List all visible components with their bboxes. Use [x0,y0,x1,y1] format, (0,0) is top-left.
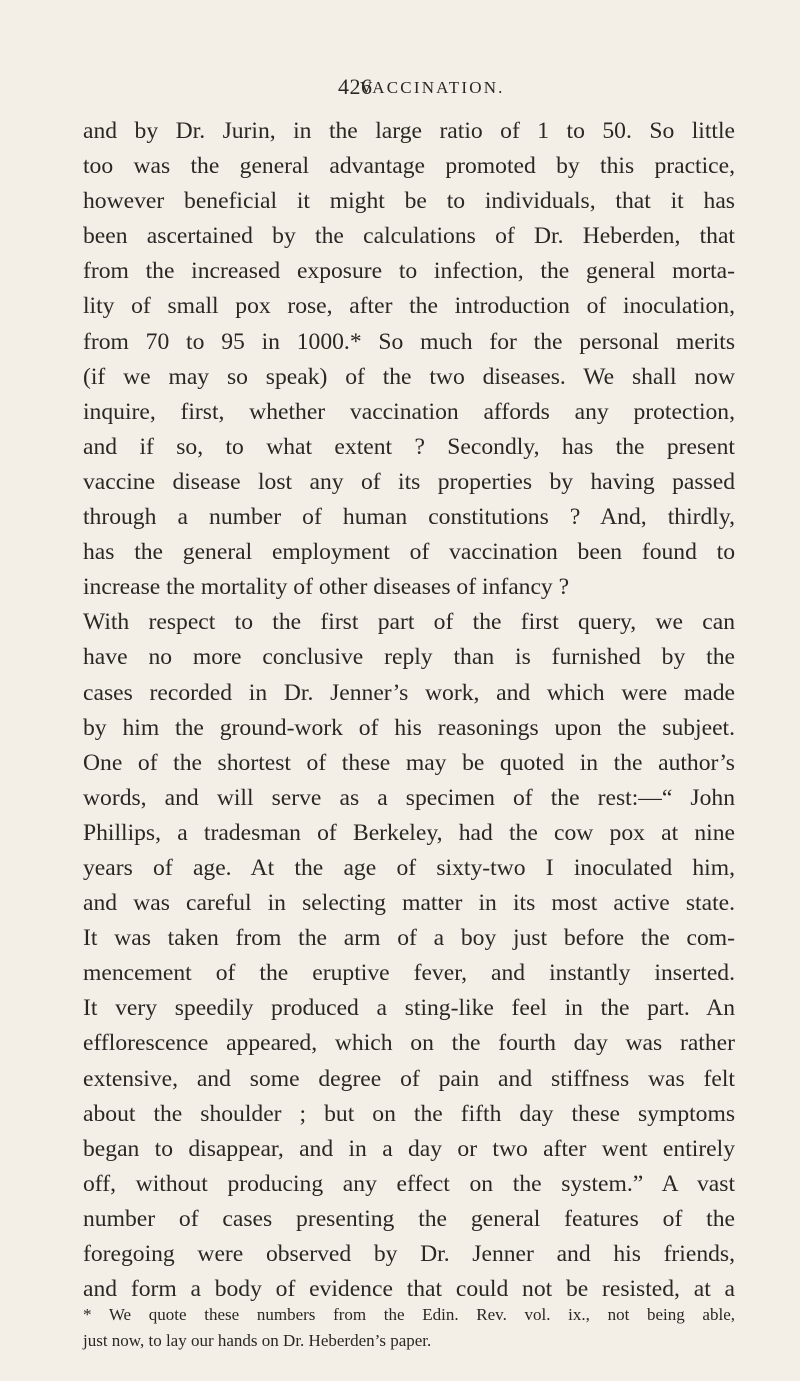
text-line: been ascertained by the calculations of Dr. Heberden, that [83,223,735,250]
text-line: and if so, to what extent ? Secondly, has the present [83,433,735,460]
text-line: cases recorded in Dr. Jenner’s work, and which were made [83,679,735,706]
text-line: One of the shortest of these may be quoted in the author’s [83,749,735,776]
text-line: It very speedily produced a sting-like feel in the part. An [83,995,735,1022]
text-line: has the general employment of vaccination been found to [83,539,735,566]
text-line: inquire, first, whether vaccination affords any protection, [83,398,735,425]
footnote-line: * We quote these numbers from the Edin. Rev. vol. ix., not being able, [83,1305,735,1324]
text-line: mencement of the eruptive fever, and instantly inserted. [83,960,735,987]
text-line: Phillips, a tradesman of Berkeley, had the cow pox at nine [83,819,735,846]
text-line: from the increased exposure to infection, the general morta- [83,258,735,285]
text-line: efflorescence appeared, which on the fourth day was rather [83,1030,735,1057]
page-number: 426 [338,74,373,99]
text-line: began to disappear, and in a day or two after went entirely [83,1135,735,1162]
page-header [0,74,800,104]
running-head: VACCINATION. [360,78,505,97]
text-line: from 70 to 95 in 1000.* So much for the personal merits [83,328,735,355]
text-line: number of cases presenting the general features of the [83,1205,735,1232]
text-line: and form a body of evidence that could not be resisted, at a [83,1276,735,1303]
text-line: too was the general advantage promoted by this practice, [83,153,735,180]
text-line: It was taken from the arm of a boy just before the com- [83,925,735,952]
text-line: by him the ground-work of his reasonings upon the subjeet. [83,714,735,741]
text-line: and by Dr. Jurin, in the large ratio of 1 to 50. So little [83,118,735,144]
text-line: extensive, and some degree of pain and stiffness was felt [83,1065,735,1092]
footnote [83,1302,735,1354]
text-line: years of age. At the age of sixty-two I inoculated him, [83,854,735,881]
text-line: lity of small pox rose, after the introduction of inoculation, [83,293,735,320]
text-line: however beneficial it might be to individuals, that it has [83,188,735,215]
text-line: off, without producing any effect on the system.” A vast [83,1170,735,1197]
text-line: (if we may so speak) of the two diseases. We shall now [83,363,735,390]
text-line: about the shoulder ; but on the fifth day these symptoms [83,1100,735,1127]
footnote-line: just now, to lay our hands on Dr. Heberden’s paper. [83,1331,432,1350]
text-line: through a number of human constitutions ? And, thirdly, [83,504,735,531]
text-line: vaccine disease lost any of its properties by having passed [83,468,735,495]
text-line: With respect to the first part of the first query, we can [83,609,735,636]
text-line: and was careful in selecting matter in its most active state. [83,890,735,917]
text-line: foregoing were observed by Dr. Jenner and his friends, [83,1241,735,1267]
text-line: have no more conclusive reply than is furnished by the [83,644,735,671]
text-line: words, and will serve as a specimen of the rest:—“ John [83,784,735,811]
text-line: increase the mortality of other diseases of infancy ? [83,574,570,601]
body-text [83,114,735,1307]
